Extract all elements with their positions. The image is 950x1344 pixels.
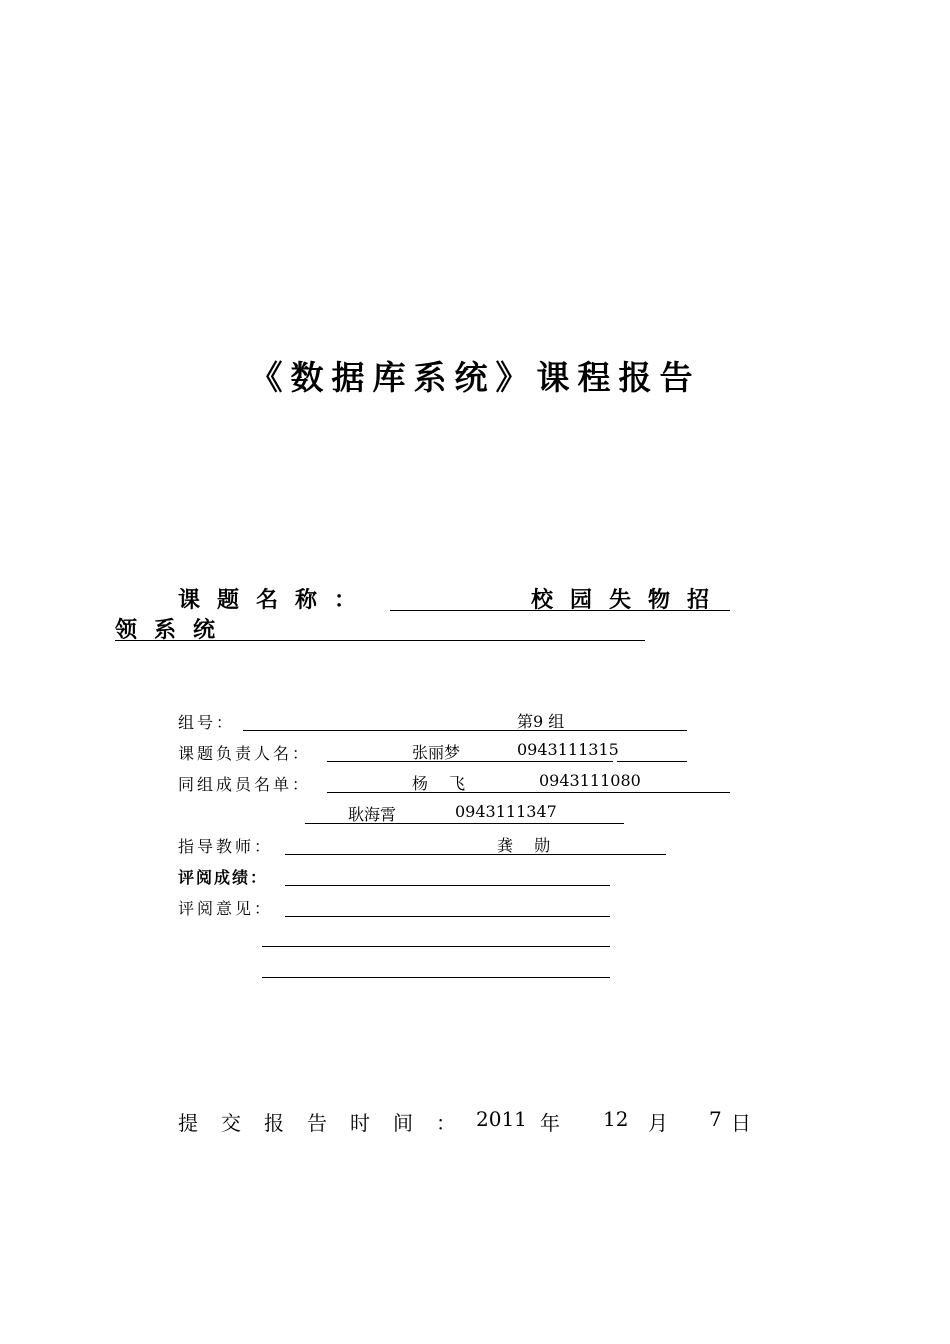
member2-id: 0943111347	[455, 802, 557, 821]
submit-day-unit: 日	[731, 1111, 751, 1135]
leader-field	[327, 740, 619, 762]
member1-id: 0943111080	[539, 771, 641, 790]
teacher-name: 龚 勋	[497, 836, 551, 855]
teacher-field	[285, 834, 666, 855]
members-field-line2	[305, 803, 624, 824]
grade-label: 评阅成绩：	[178, 868, 269, 887]
topic-label: 课题名称：	[178, 588, 374, 613]
members-field	[327, 772, 730, 793]
leader-name: 张丽梦	[412, 743, 461, 762]
submit-year: 2011	[476, 1107, 527, 1131]
topic-name-part2: 领系统	[115, 618, 233, 643]
topic-name-field-line1	[390, 583, 730, 611]
submit-month: 12	[603, 1107, 629, 1131]
topic-name-part1: 校园失物招	[530, 588, 726, 613]
group-value: 第9 组	[517, 712, 565, 731]
comment-field-line2	[262, 926, 610, 947]
report-title: 《数据库系统》课程报告	[249, 358, 701, 397]
group-label: 组号：	[178, 713, 236, 732]
members-label: 同组成员名单：	[178, 775, 312, 794]
submit-char: ：	[436, 1111, 456, 1135]
group-field	[243, 710, 687, 731]
member1-name: 杨 飞	[412, 774, 466, 793]
leader-label: 课题负责人名：	[178, 744, 312, 763]
submit-char: 报	[264, 1111, 284, 1135]
comment-field-line1	[285, 896, 610, 917]
submit-char: 间	[393, 1111, 413, 1135]
submit-char: 时	[350, 1111, 370, 1135]
leader-field-tail	[617, 741, 687, 762]
submit-char: 告	[307, 1111, 327, 1135]
leader-id: 0943111315	[517, 740, 619, 759]
submit-char: 提	[178, 1111, 198, 1135]
topic-name-field-line2	[115, 613, 645, 641]
submit-month-unit: 月	[648, 1111, 668, 1135]
comment-label: 评阅意见：	[178, 899, 274, 918]
comment-field-line3	[262, 957, 610, 978]
teacher-label: 指导教师：	[178, 837, 274, 856]
grade-field	[285, 865, 610, 886]
submit-day: 7	[709, 1107, 722, 1131]
submit-char: 交	[221, 1111, 241, 1135]
member2-name: 耿海霄	[348, 805, 397, 824]
submit-year-unit: 年	[540, 1111, 560, 1135]
